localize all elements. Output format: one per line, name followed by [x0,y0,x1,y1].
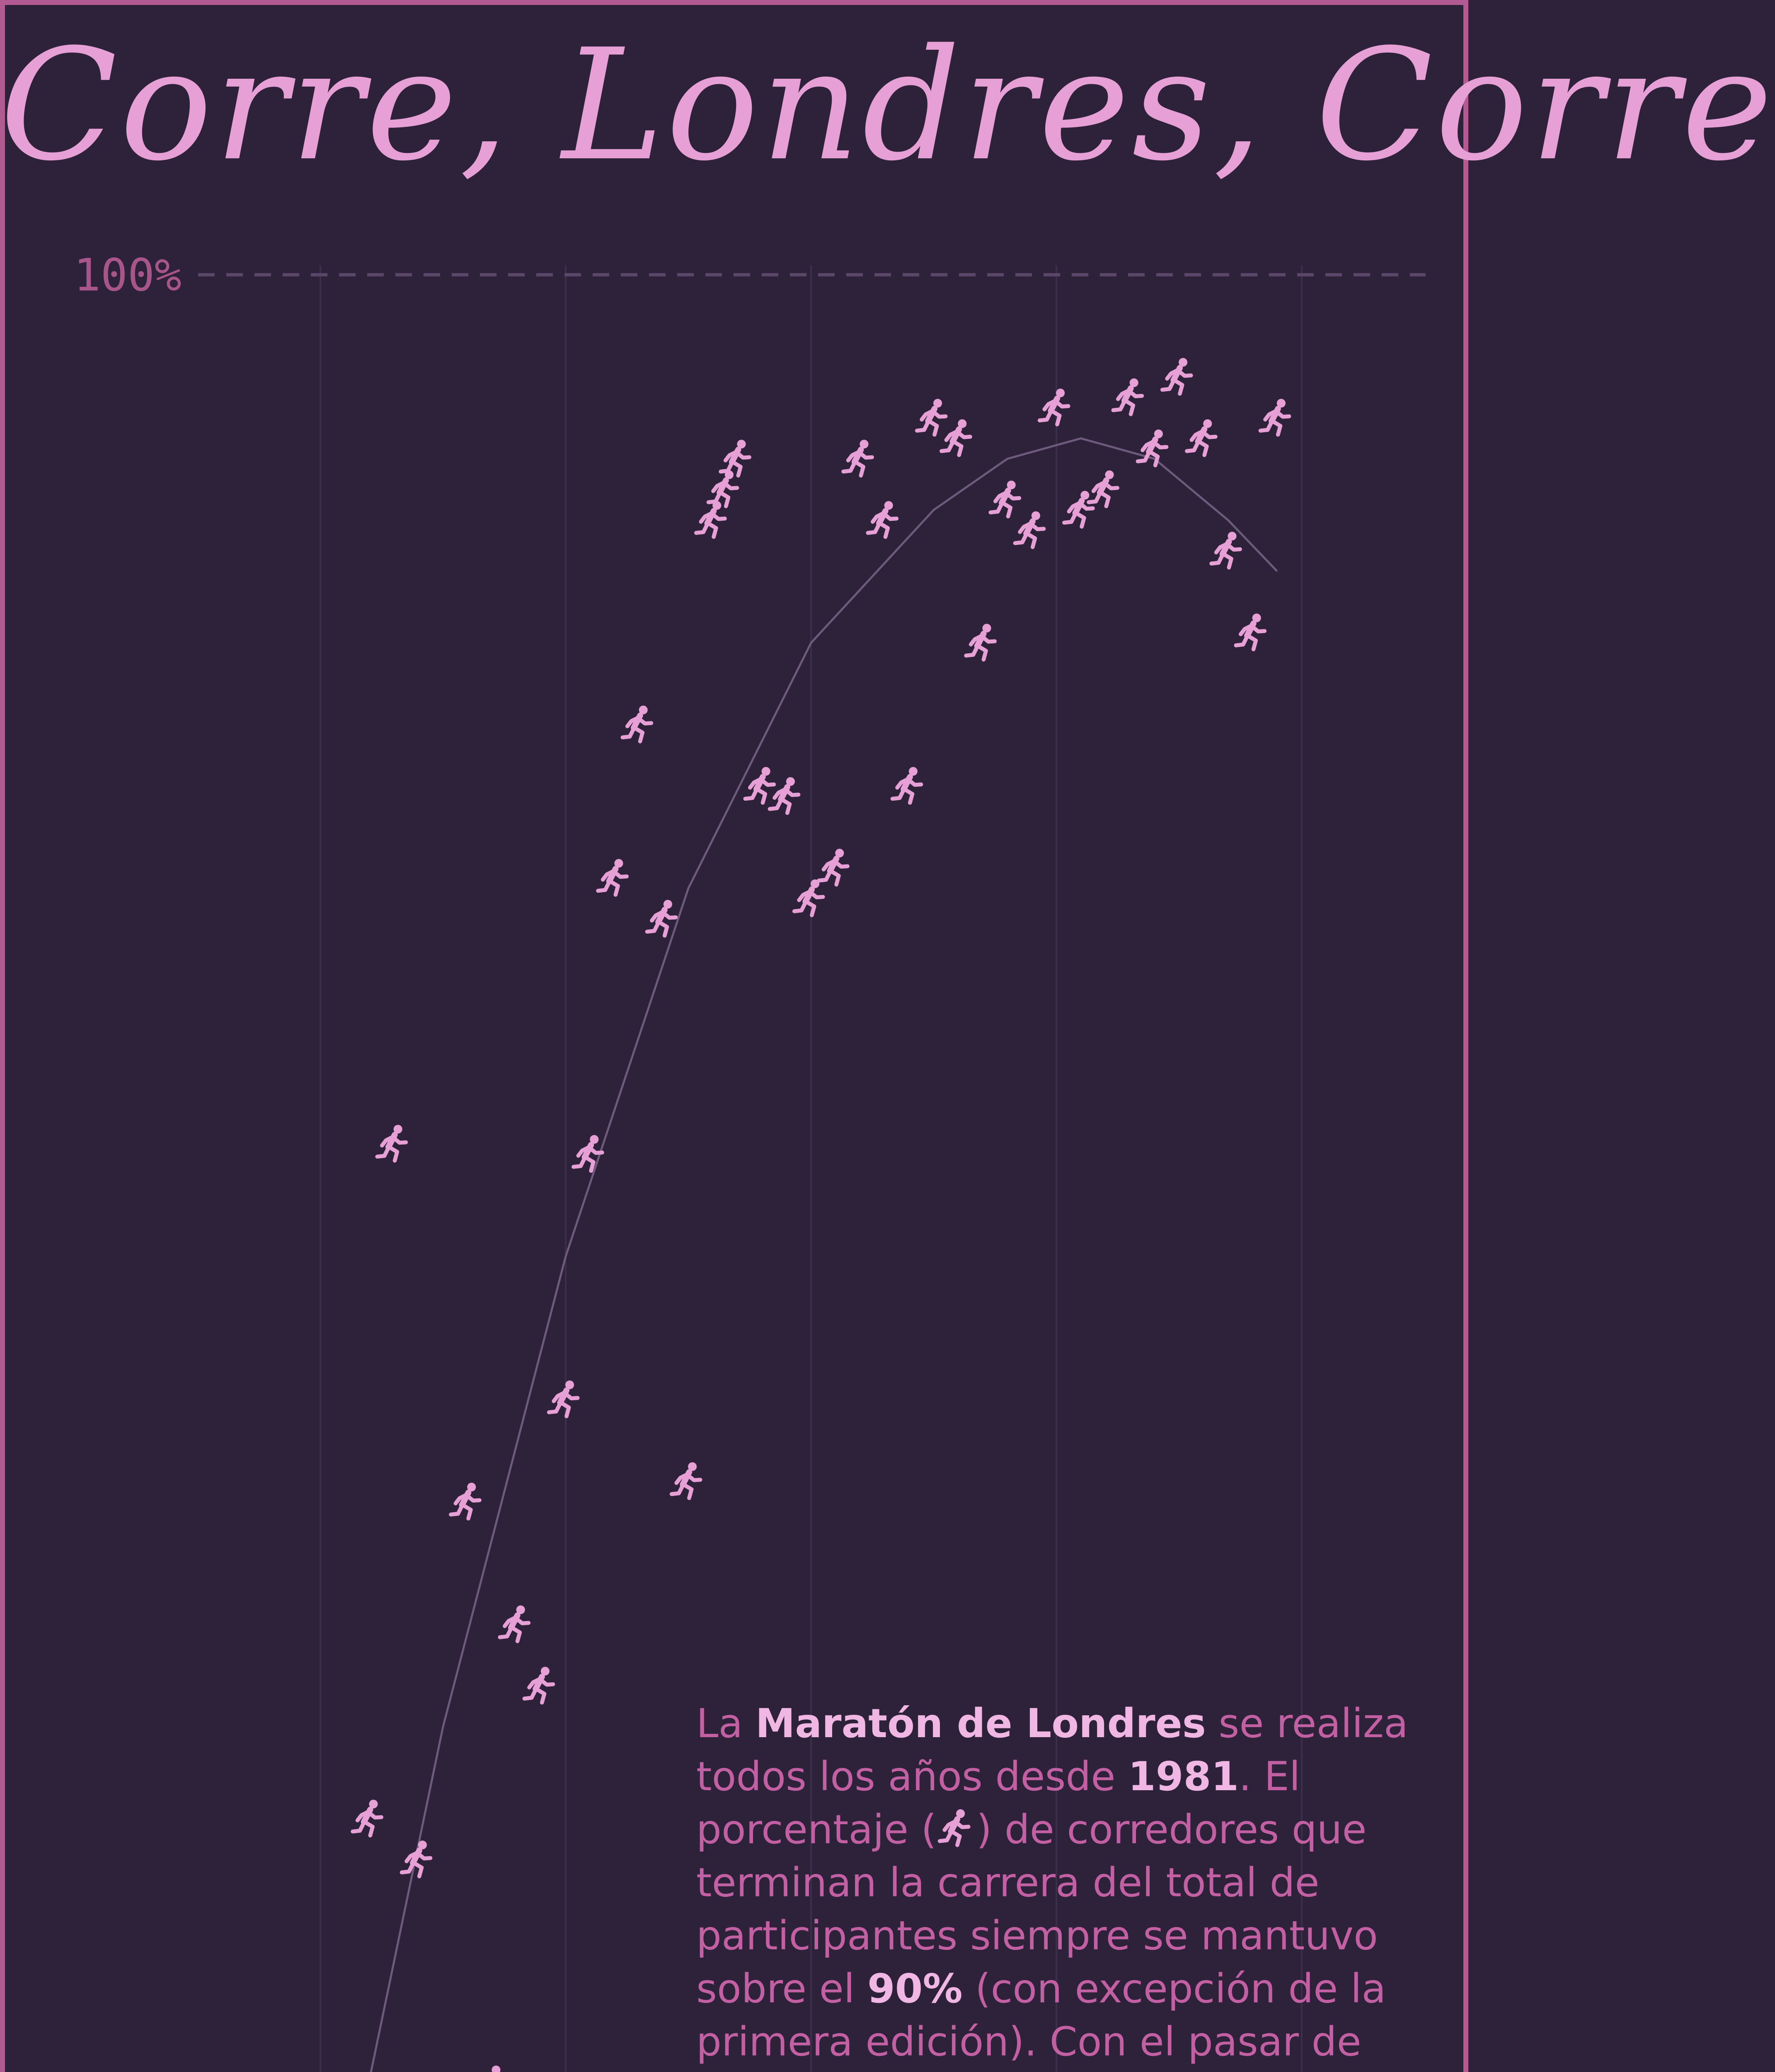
data-point-runner-icon [745,767,774,803]
data-point-runner-icon [1040,389,1068,424]
data-point-runner-icon [696,501,725,537]
data-point-runner-icon [966,624,995,659]
data-point-runner-icon [1187,419,1216,455]
chart-title: Corre, Londres, Corre [0,17,1775,195]
data-point-runner-icon [1015,511,1044,547]
annotation [696,1697,1426,2072]
data-point-runner-icon [475,2065,504,2072]
data-point-runner-icon [868,501,896,537]
data-point-runner-icon [843,440,872,475]
y-tick-label: 100% [73,249,182,301]
data-point-runner-icon [990,481,1019,516]
data-point-runner-icon [1236,614,1264,649]
data-point-runner-icon [377,1125,406,1160]
annotation-text: ) de corredores que terminan la carrera del total de participantes siempre se mantuvo sobre el [696,1806,1378,2012]
data-point-runner-icon [672,1462,700,1498]
runner-icon [937,1808,976,1848]
annotation-bold-marathon: Maratón de Londres [755,1700,1206,1747]
data-point-runner-icon [892,767,921,803]
data-point-runner-icon [574,1135,602,1171]
data-point-runner-icon [353,1800,381,1835]
data-point-runner-icon [721,440,749,475]
annotation-text: (con excepción de la primera edición). Con el pasar de [696,1965,1386,2065]
data-point-runner-icon [622,706,651,741]
data-point-runner-icon [819,849,848,884]
data-point-runner-icon [1089,470,1117,506]
data-point-runner-icon [402,1841,430,1876]
data-point-runner-icon [1064,491,1093,526]
data-point-runner-icon [794,879,823,915]
data-point-runner-icon [1113,378,1142,414]
annotation-bold-90: 90% [867,1965,963,2012]
data-point-runner-icon [524,1667,553,1702]
data-point-runner-icon [451,1483,479,1518]
data-point-runner-icon [549,1380,578,1416]
annotation-text: se realiza todos los años desde [696,1700,1408,1800]
annotation-text: La [696,1700,756,1747]
data-point-runner-icon [708,470,737,506]
data-point-runner-icon [1211,532,1240,567]
data-point-runner-icon [500,1605,528,1641]
data-point-runner-icon [1260,399,1289,434]
data-point-runner-icon [917,399,946,434]
annotation-text: . El porcentaje ( [696,1753,1300,1853]
data-point-runner-icon [1162,358,1191,394]
data-point-runner-icon [1138,429,1166,465]
data-point-runner-icon [647,900,676,935]
annotation-bold-year: 1981 [1128,1753,1239,1800]
data-point-runner-icon [598,859,627,895]
data-point-runner-icon [942,419,970,455]
